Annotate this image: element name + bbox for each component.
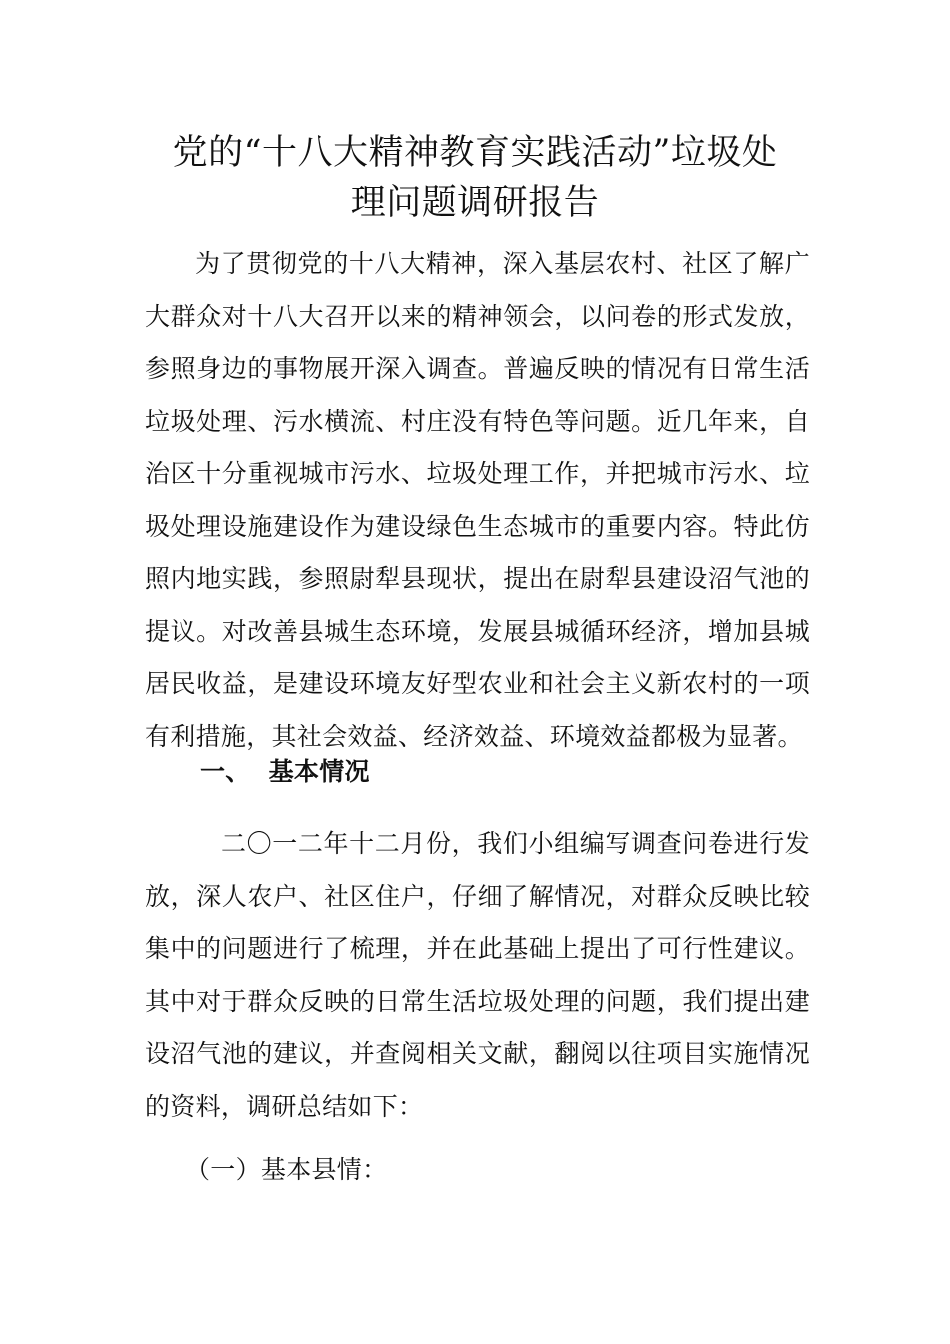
- intro-paragraph: 为了贯彻党的十八大精神，深入基层农村、社区了解广大群众对十八大召开以来的精神领会，以问卷的形式发放，参照身边的事物展开深入调查。普遍反映的情况有日常生活垃圾处理、污水横流、村庄没有特色等问题。近几年来，自治区十分重视城市污水、垃圾处理工作，并把城市污水、垃圾处理设施建设作为建设绿色生态城市的重要内容。特此仿照内地实践，参照尉犁县现状，提出在尉犁县建设沼气池的提议。对改善县城生态环境，发展县城循环经济，增加县城居民收益，是建设环境友好型农业和社会主义新农村的一项有利措施，其社会效益、经济效益、环境效益都极为显著。: [145, 249, 810, 751]
- section-heading-basic-situation: [200, 746, 370, 798]
- subsection-heading-county-info: （一）基本县情：: [185, 1155, 388, 1184]
- document-title-line-2: 理问题调研报告: [350, 183, 600, 223]
- document-title-line-1: 党的“十八大精神教育实践活动”垃圾处: [172, 133, 778, 173]
- section-heading-text: 基本情况: [268, 757, 370, 786]
- section-number: 一、: [200, 757, 251, 786]
- basic-situation-paragraph: 二〇一二年十二月份，我们小组编写调查问卷进行发放，深人农户、社区住户，仔细了解情况，对群众反映比较集中的问题进行了梳理，并在此基础上提出了可行性建议。其中对于群众反映的日常生活垃圾处理的问题，我们提出建设沼气池的建议，并查阅相关文献，翻阅以往项目实施情况的资料，调研总结如下：: [145, 829, 810, 1121]
